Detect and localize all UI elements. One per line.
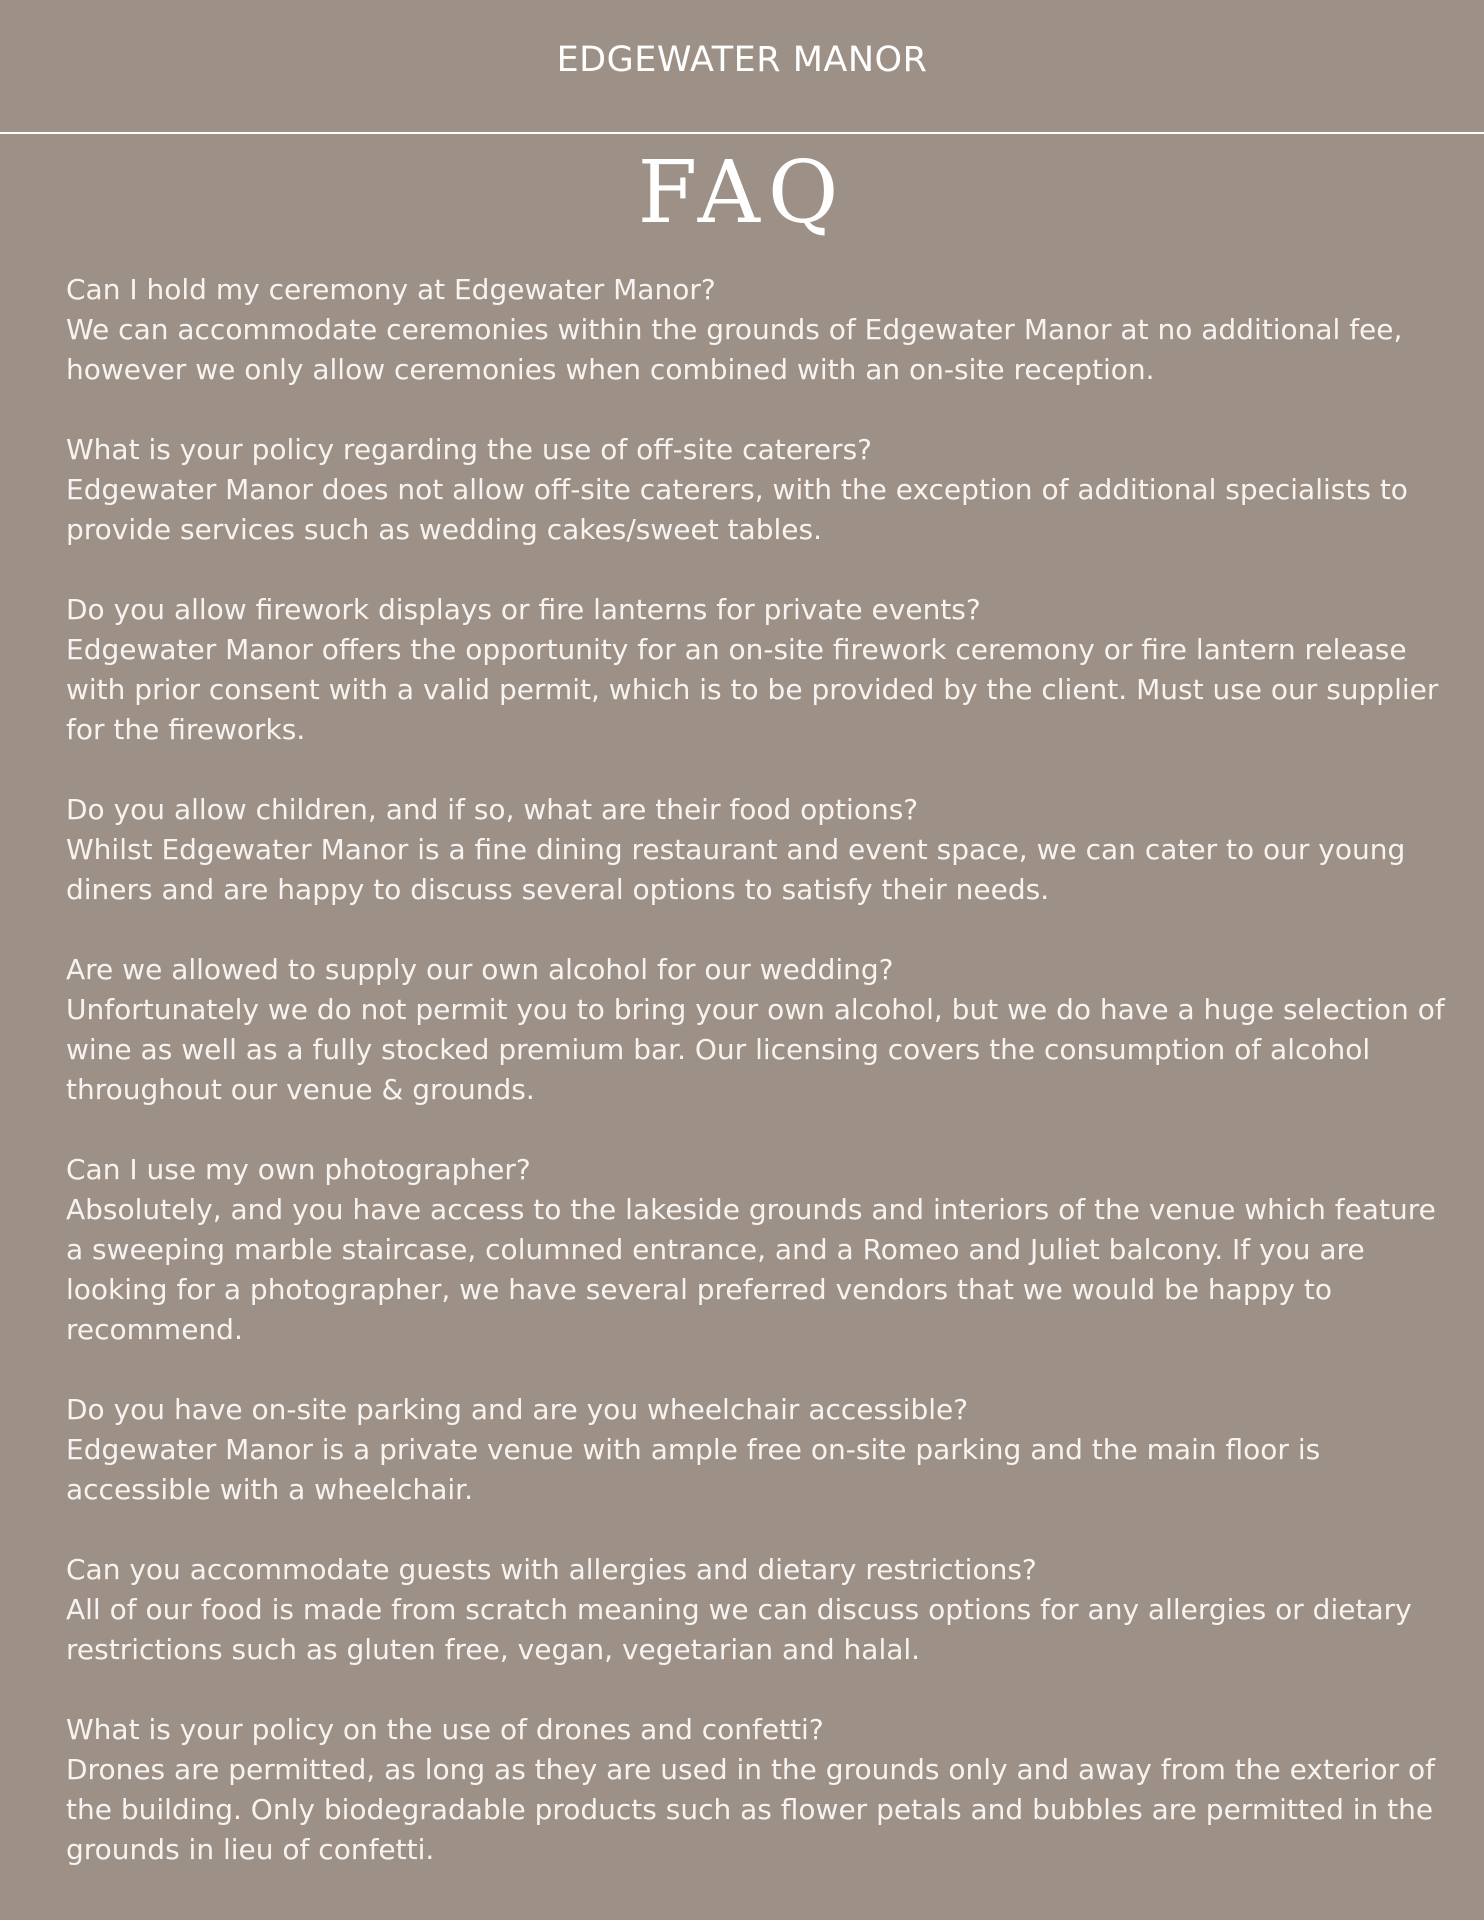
header: [0, 0, 1484, 134]
page-title: FAQ: [637, 143, 847, 243]
faq-question: Can I hold my ceremony at Edgewater Manor?: [66, 273, 716, 306]
faq-item: [66, 270, 1446, 390]
faq-answer: Unfortunately we do not permit you to bring your own alcohol, but we do have a huge selection of wine as well as a fully stocked premium bar. Our licensing covers the consumption of alcohol throughout our venue & grounds.: [66, 993, 1445, 1106]
faq-question: Do you have on-site parking and are you wheelchair accessible?: [66, 1393, 969, 1426]
faq-item: [66, 1550, 1446, 1670]
faq-item: [66, 1150, 1446, 1350]
faq-answer: Edgewater Manor is a private venue with ample free on-site parking and the main floor is accessible with a wheelchair.: [66, 1433, 1321, 1506]
faq-item: [66, 950, 1446, 1110]
venue-name: EDGEWATER MANOR: [556, 40, 928, 80]
faq-answer: Absolutely, and you have access to the lakeside grounds and interiors of the venue which feature a sweeping marble staircase, columned entrance, and a Romeo and Juliet balcony. If you are looking for a photographer, we have several preferred vendors that we would be happy to recommend.: [66, 1193, 1436, 1346]
faq-question: Are we allowed to supply our own alcohol for our wedding?: [66, 953, 894, 986]
faq-question: What is your policy regarding the use of off-site caterers?: [66, 433, 873, 466]
faq-question: Can I use my own photographer?: [66, 1153, 531, 1186]
faq-answer: We can accommodate ceremonies within the grounds of Edgewater Manor at no additional fee, however we only allow ceremonies when combined with an on-site reception.: [66, 313, 1403, 386]
faq-item: [66, 1710, 1446, 1870]
faq-answer: All of our food is made from scratch meaning we can discuss options for any allergies or dietary restrictions such as gluten free, vegan, vegetarian and halal.: [66, 1593, 1412, 1666]
faq-question: What is your policy on the use of drones and confetti?: [66, 1713, 824, 1746]
faq-answer: Drones are permitted, as long as they are used in the grounds only and away from the exterior of the building. Only biodegradable products such as flower petals and bubbles are permitted in the grounds in lieu of confetti.: [66, 1753, 1435, 1866]
faq-item: [66, 430, 1446, 550]
faq-answer: Edgewater Manor does not allow off-site caterers, with the exception of additional specialists to provide services such as wedding cakes/sweet tables.: [66, 473, 1408, 546]
faq-item: [66, 590, 1446, 750]
faq-item: [66, 790, 1446, 910]
faq-question: Can you accommodate guests with allergies and dietary restrictions?: [66, 1553, 1037, 1586]
faq-question: Do you allow firework displays or fire lanterns for private events?: [66, 593, 981, 626]
faq-answer: Whilst Edgewater Manor is a fine dining restaurant and event space, we can cater to our young diners and are happy to discuss several options to satisfy their needs.: [66, 833, 1406, 906]
faq-question: Do you allow children, and if so, what are their food options?: [66, 793, 919, 826]
faq-item: [66, 1390, 1446, 1510]
faq-list: [66, 270, 1446, 1910]
faq-answer: Edgewater Manor offers the opportunity for an on-site firework ceremony or fire lantern release with prior consent with a valid permit, which is to be provided by the client. Must use our supplier for the fireworks.: [66, 633, 1439, 746]
